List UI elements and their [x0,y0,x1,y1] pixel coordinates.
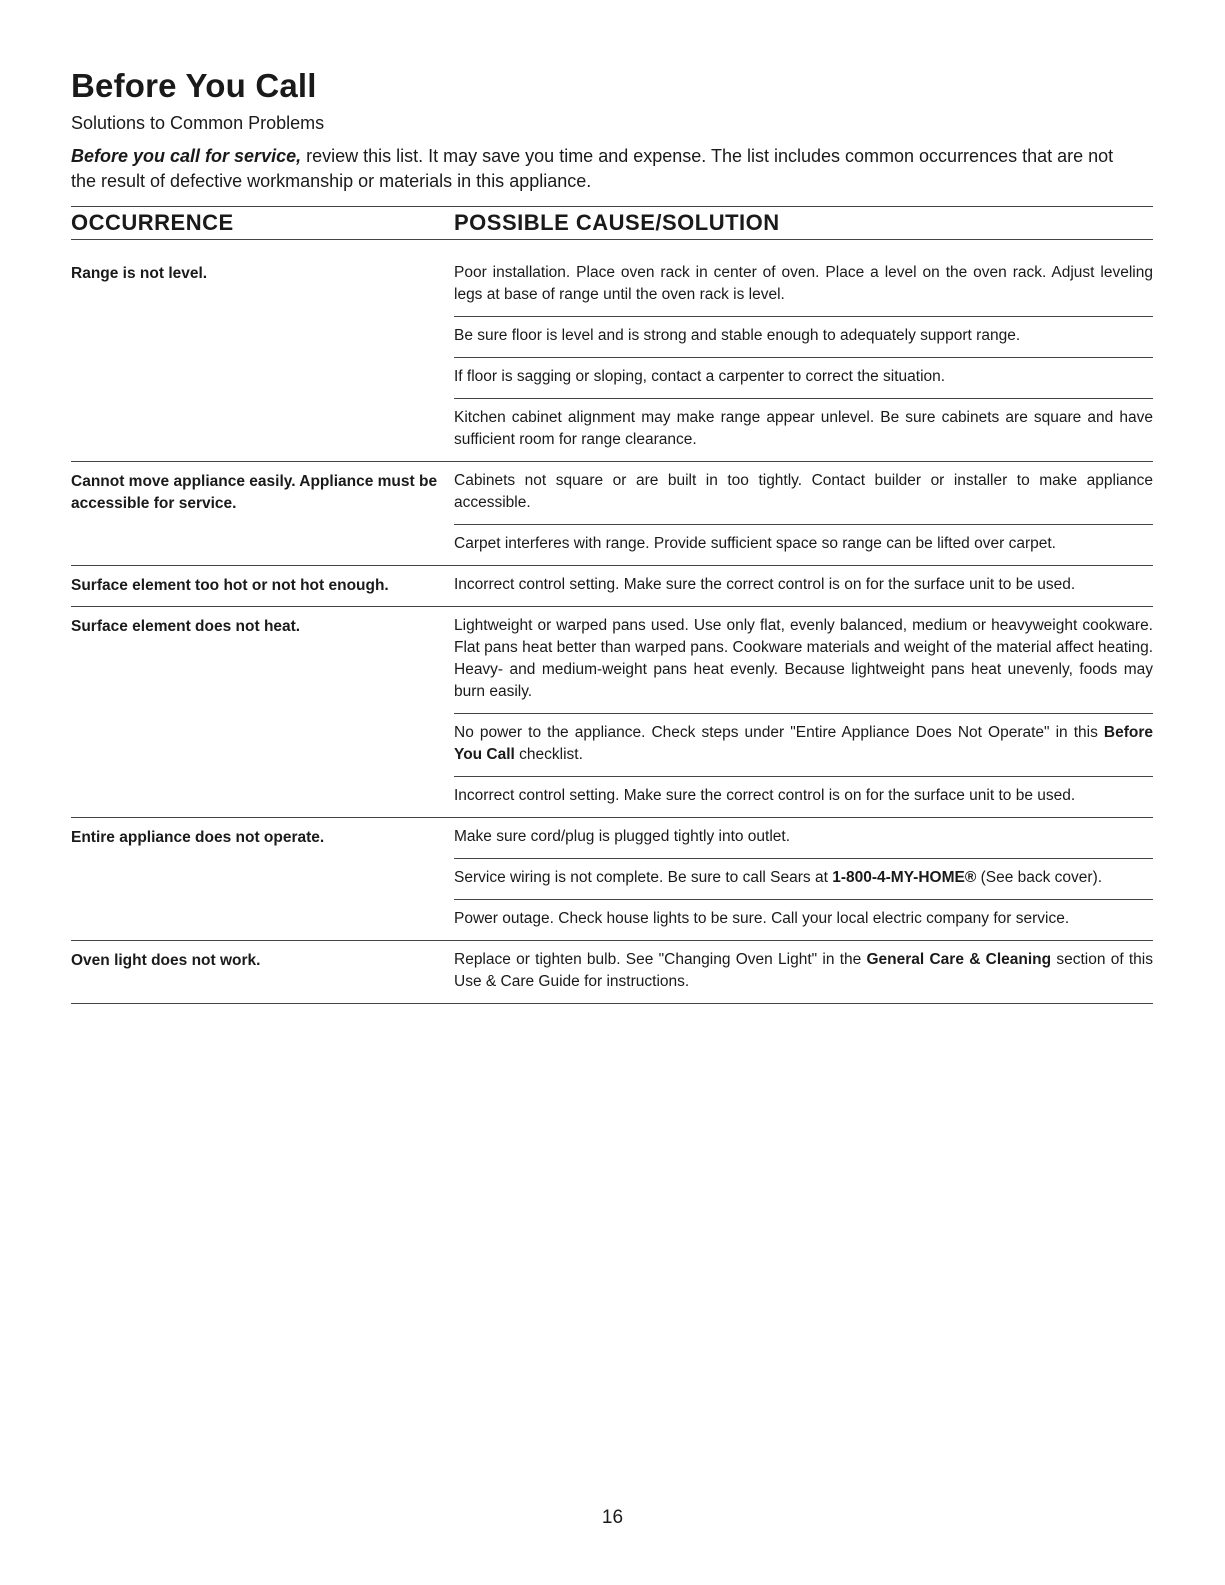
solution-text: Power outage. Check house lights to be sure. Call your local electric company for service. [454,910,1070,927]
solution-text: Kitchen cabinet alignment may make range appear unlevel. Be sure cabinets are square and have sufficient room for range clearance. [454,409,1153,448]
solution-emphasis: General Care & Cleaning [866,951,1052,968]
page-title: Before You Call [71,67,317,104]
solution-emphasis: Before You Call [454,724,1153,763]
solution-text: Incorrect control setting. Make sure the correct control is on for the surface unit to be used. [454,576,1076,593]
solution-item [454,316,1153,357]
solution-item [454,818,1153,858]
solutions-cell [454,941,1153,1003]
table-row [71,566,1153,607]
occurrence-column-header: OCCURRENCE [71,210,234,235]
occurrence-cell: Cannot move appliance easily. Appliance must be accessible for service. [71,473,438,512]
intro-lead: Before you call for service, [71,146,302,166]
solutions-cell [454,818,1153,940]
table-row [71,462,1153,566]
solution-text: No power to the appliance. Check steps under "Entire Appliance Does Not Operate" in this [454,724,1104,741]
occurrence-cell: Surface element does not heat. [71,618,301,635]
table-header [71,206,1153,240]
table-row [71,607,1153,818]
occurrence-cell: Range is not level. [71,265,208,282]
solutions-cell [454,607,1153,817]
table-row [71,818,1153,941]
solutions-cell [454,462,1153,565]
document-page [71,66,1153,1004]
solution-item [454,899,1153,940]
solution-item [454,566,1153,606]
page-subtitle: Solutions to Common Problems [71,113,325,133]
solution-item [454,462,1153,524]
solution-text: If floor is sagging or sloping, contact a carpenter to correct the situation. [454,368,946,385]
solution-text: Be sure floor is level and is strong and stable enough to adequately support range. [454,327,1021,344]
intro-paragraph [71,144,1131,194]
page-number: 16 [601,1507,624,1528]
solution-item [454,713,1153,776]
solution-text: Service wiring is not complete. Be sure to call Sears at [454,869,833,886]
solution-text: section of this Use & Care Guide for instructions. [454,951,1153,990]
solution-text: Poor installation. Place oven rack in center of oven. Place a level on the oven rack. Adjust leveling legs at base of range until the oven rack is level. [454,264,1153,303]
solution-item [454,858,1153,899]
solution-item [454,254,1153,316]
solution-text: Cabinets not square or are built in too tightly. Contact builder or installer to make appliance accessible. [454,472,1153,511]
occurrence-cell: Oven light does not work. [71,952,261,969]
solution-item [454,941,1153,1003]
occurrence-cell: Entire appliance does not operate. [71,829,325,846]
solution-text: Lightweight or warped pans used. Use only flat, evenly balanced, medium or heavyweight cookware. Flat pans heat better than warped pans. Cookware materials and weight of the material affect heating. Heavy- and medium-weight pans heat evenly. Because lightweight pans heat unevenly, foods may burn easily. [454,617,1153,700]
solution-text: (See back cover). [976,869,1103,886]
solution-item [454,607,1153,713]
solution-item [454,776,1153,817]
solution-emphasis: 1-800-4-MY-HOME® [832,869,977,886]
solution-text: Incorrect control setting. Make sure the correct control is on for the surface unit to be used. [454,787,1076,804]
solutions-cell [454,254,1153,461]
solutions-cell [454,566,1153,606]
table-row [71,254,1153,462]
solution-column-header: POSSIBLE CAUSE/SOLUTION [454,210,780,235]
solution-item [454,524,1153,565]
troubleshooting-table [71,254,1153,1004]
solution-text: Carpet interferes with range. Provide sufficient space so range can be lifted over carpet. [454,535,1056,552]
solution-text: Make sure cord/plug is plugged tightly into outlet. [454,828,791,845]
solution-item [454,357,1153,398]
solution-text: Replace or tighten bulb. See "Changing Oven Light" in the [454,951,867,968]
intro-text: review this list. It may save you time and expense. The list includes common occurrences that are not the result of defective workmanship or materials in this appliance. [71,146,1114,191]
solution-text: checklist. [514,746,583,763]
solution-item [454,398,1153,461]
occurrence-cell: Surface element too hot or not hot enough. [71,577,389,594]
table-row [71,941,1153,1004]
